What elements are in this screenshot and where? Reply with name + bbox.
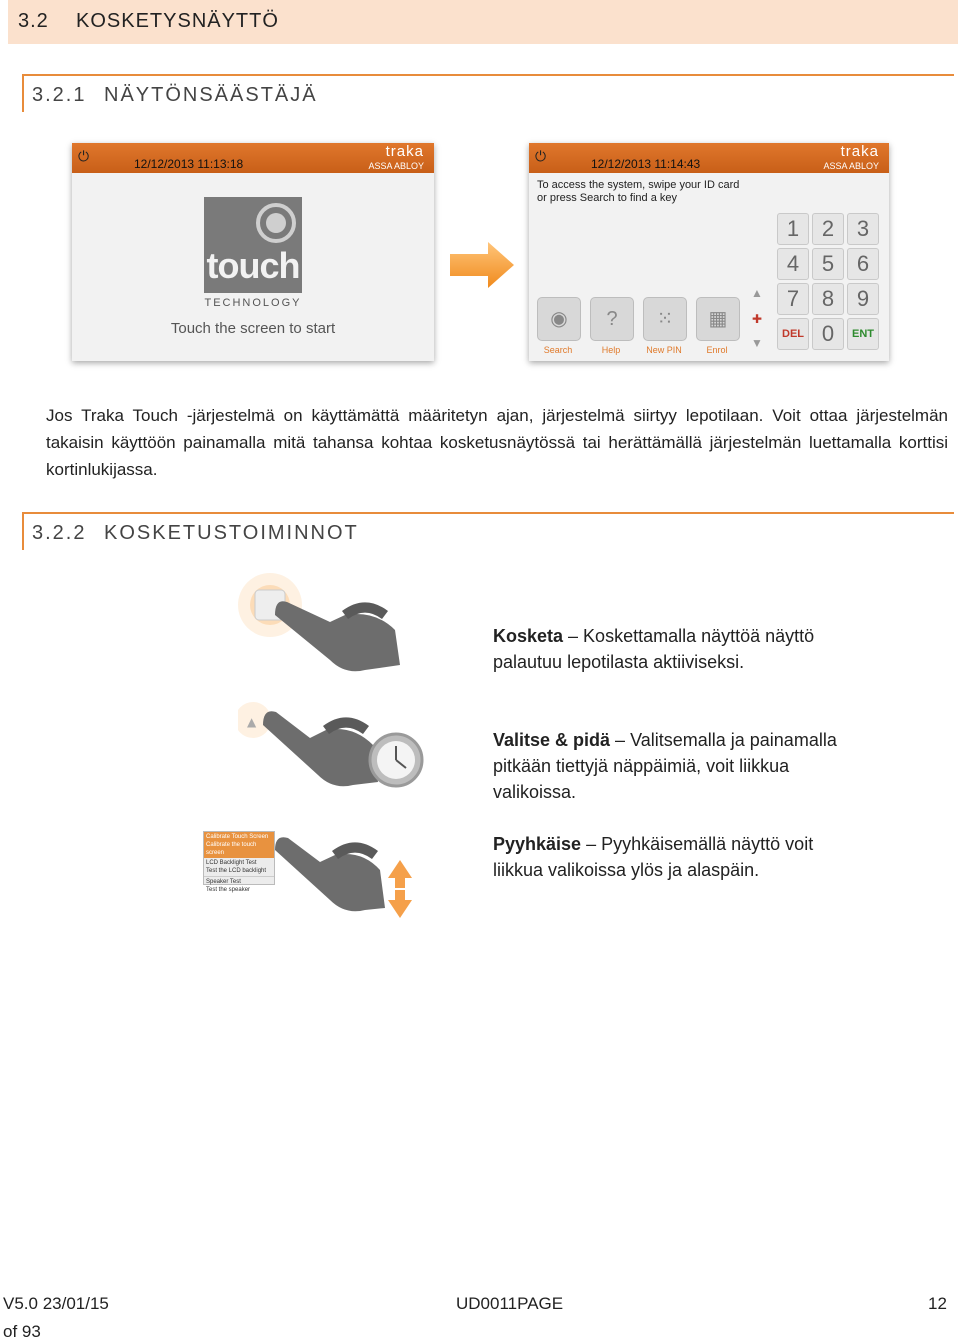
brand-logo: traka ASSA ABLOY — [368, 143, 424, 171]
subsection-heading-1 — [22, 74, 954, 112]
login-prompt: To access the system, swipe your ID card or press Search to find a key — [537, 179, 740, 204]
help-label: Help — [601, 345, 621, 355]
menu-item-title: LCD Backlight Test — [206, 860, 257, 866]
arrow-right-icon — [448, 240, 516, 290]
section-heading — [8, 0, 958, 44]
touch-logo-icon — [204, 197, 302, 293]
menu-item-title: Calibrate Touch Screen — [206, 834, 269, 840]
gesture-term: Kosketa — [493, 626, 564, 646]
tap-gesture-icon — [235, 570, 405, 690]
screen-datetime: 12/12/2013 11:13:18 — [134, 157, 244, 171]
scroll-down-icon[interactable]: ▼ — [751, 336, 763, 350]
keypad-icon: ⁙ — [656, 308, 674, 330]
footer-page-number: 12 — [928, 1294, 947, 1313]
key-4[interactable]: 4 — [777, 248, 809, 280]
menu-item-subtitle: Test the speaker — [206, 887, 251, 893]
new-pin-button[interactable] — [643, 297, 687, 341]
footer-version: V5.0 23/01/15 — [3, 1294, 109, 1313]
key-7[interactable]: 7 — [777, 283, 809, 315]
search-label: Search — [543, 345, 573, 355]
footer-doc-id: UD0011PAGE — [456, 1294, 564, 1313]
key-del[interactable]: DEL — [777, 318, 809, 350]
eye-icon: ◉ — [550, 308, 568, 330]
subsection-title: NÄYTÖNSÄÄSTÄJÄ — [104, 84, 318, 106]
screen-title-bar — [72, 143, 434, 173]
logo-subtitle: TECHNOLOGY — [204, 297, 302, 309]
key-ent[interactable]: ENT — [847, 318, 879, 350]
subsection-number: 3.2.1 — [32, 84, 87, 106]
swipe-gesture-icon — [270, 820, 420, 945]
login-screen-screenshot — [529, 143, 889, 361]
gesture-swipe-text: Pyyhkäise – Pyyhkäisemällä näyttö voit liikkua valikoissa ylös ja alaspäin. — [493, 834, 814, 880]
brand-logo: traka ASSA ABLOY — [823, 143, 879, 171]
menu-item-subtitle: Calibrate the touch screen — [206, 842, 257, 856]
menu-preview — [203, 831, 275, 893]
key-0[interactable]: 0 — [812, 318, 844, 350]
screen-saver-screenshot — [72, 143, 434, 361]
gesture-term: Valitse & pidä — [493, 730, 611, 750]
screen-title-bar — [529, 143, 889, 173]
subsection-heading-2 — [22, 512, 954, 550]
touch-to-start-text[interactable]: Touch the screen to start — [170, 320, 336, 337]
logo-word: touch — [206, 245, 300, 286]
gesture-tap-text: Kosketa – Koskettamalla näyttöä näyttö palautuu lepotilasta aktiiviseksi. — [493, 626, 815, 672]
menu-item-subtitle: Test the LCD backlight — [206, 868, 267, 874]
key-5[interactable]: 5 — [812, 248, 844, 280]
enrol-label: Enrol — [706, 345, 728, 355]
key-8[interactable]: 8 — [812, 283, 844, 315]
svg-text:▲: ▲ — [247, 715, 257, 729]
search-button[interactable] — [537, 297, 581, 341]
power-plug-icon: ⏻ — [535, 148, 547, 164]
scroll-up-icon[interactable]: ▲ — [751, 286, 763, 300]
subsection-number: 3.2.2 — [32, 522, 87, 544]
footer-page-total: of 93 — [3, 1322, 41, 1341]
key-2[interactable]: 2 — [812, 213, 844, 245]
gesture-term: Pyyhkäise — [493, 834, 582, 854]
key-6[interactable]: 6 — [847, 248, 879, 280]
hold-gesture-icon — [238, 690, 428, 810]
key-1[interactable]: 1 — [777, 213, 809, 245]
section-title: KOSKETYSNÄYTTÖ — [76, 10, 279, 32]
body-paragraph: Jos Traka Touch -järjestelmä on käyttämättä määritetyn ajan, järjestelmä siirtyy lepotilaan. Voit ottaa järjestelmän takaisin käyttöön painamalla mitä tahansa kohtaa kosketusnäytössä tai herättämällä järjestelmän luettamalla korttisi kortinlukijassa. — [46, 406, 948, 479]
key-3[interactable]: 3 — [847, 213, 879, 245]
screen-datetime: 12/12/2013 11:14:43 — [591, 157, 701, 171]
menu-item-title: Speaker Test — [206, 879, 241, 885]
question-icon: ? — [606, 308, 618, 330]
enrol-button[interactable] — [696, 297, 740, 341]
power-plug-icon: ⏻ — [78, 148, 90, 164]
section-number: 3.2 — [18, 10, 49, 32]
new-pin-label: New PIN — [646, 345, 682, 355]
help-button[interactable] — [590, 297, 634, 341]
language-flag-icon[interactable]: ✚ — [751, 312, 763, 326]
card-swipe-icon: ▦ — [708, 308, 728, 330]
key-9[interactable]: 9 — [847, 283, 879, 315]
gesture-hold-text: Valitse & pidä – Valitsemalla ja painamalla pitkään tiettyjä näppäimiä, voit liikkua valikoissa. — [493, 730, 837, 802]
subsection-title: KOSKETUSTOIMINNOT — [104, 522, 359, 544]
